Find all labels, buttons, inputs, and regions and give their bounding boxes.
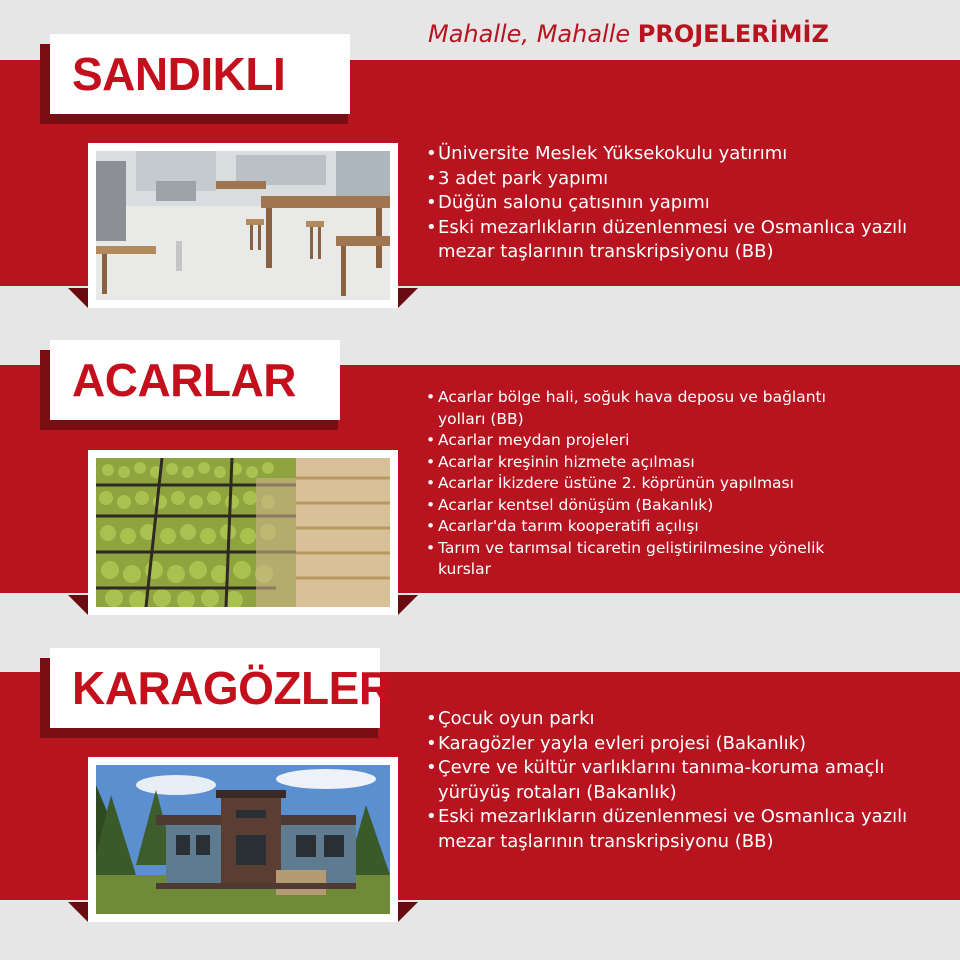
section-title: KARAGÖZLER xyxy=(72,662,392,714)
apple-crates-photo xyxy=(96,458,390,607)
frame-fold xyxy=(398,288,418,308)
workshop-classroom-photo xyxy=(96,151,390,300)
frame-fold xyxy=(68,288,88,308)
photo-frame xyxy=(88,143,398,308)
frame-fold xyxy=(398,595,418,615)
list-item: • Çevre ve kültür varlıklarını tanıma-koruma amaçlı yürüyüş rotaları (Bakanlık) xyxy=(426,756,926,805)
section-title: ACARLAR xyxy=(72,354,296,406)
list-item: • Eski mezarlıkların düzenlenmesi ve Osmanlıca yazılı mezar taşlarının transkripsiyonu (BB) xyxy=(426,216,926,265)
tagline-italic: Mahalle, Mahalle xyxy=(428,20,631,48)
list-item: • Çocuk oyun parkı xyxy=(426,707,926,732)
highland-house-photo xyxy=(96,765,390,914)
section-title-box xyxy=(50,34,350,114)
list-item: • 3 adet park yapımı xyxy=(426,167,926,192)
list-item: • Eski mezarlıkların düzenlenmesi ve Osmanlıca yazılı mezar taşlarının transkripsiyonu (BB) xyxy=(426,805,926,854)
project-list xyxy=(426,142,926,265)
project-list xyxy=(426,707,926,854)
header-tagline xyxy=(428,20,829,48)
list-item: • Acarlar meydan projeleri xyxy=(426,430,826,452)
frame-fold xyxy=(68,902,88,922)
photo-frame xyxy=(88,450,398,615)
list-item: • Acarlar bölge hali, soğuk hava deposu ve bağlantı yolları (BB) xyxy=(426,387,826,430)
project-list xyxy=(426,387,826,581)
list-item: • Üniversite Meslek Yüksekokulu yatırımı xyxy=(426,142,926,167)
photo-frame xyxy=(88,757,398,922)
list-item: • Tarım ve tarımsal ticaretin geliştirilmesine yönelik kurslar xyxy=(426,538,826,581)
list-item: • Acarlar kreşinin hizmete açılması xyxy=(426,452,826,474)
tagline-bold: PROJELERİMİZ xyxy=(637,20,829,48)
list-item: • Acarlar İkizdere üstüne 2. köprünün yapılması xyxy=(426,473,826,495)
section-title-box xyxy=(50,340,340,420)
list-item: • Acarlar'da tarım kooperatifi açılışı xyxy=(426,516,826,538)
section-title-box xyxy=(50,648,392,728)
list-item: • Karagözler yayla evleri projesi (Bakanlık) xyxy=(426,732,926,757)
list-item: • Acarlar kentsel dönüşüm (Bakanlık) xyxy=(426,495,826,517)
list-item: • Düğün salonu çatısının yapımı xyxy=(426,191,926,216)
section-title: SANDIKLI xyxy=(72,48,286,100)
frame-fold xyxy=(398,902,418,922)
frame-fold xyxy=(68,595,88,615)
